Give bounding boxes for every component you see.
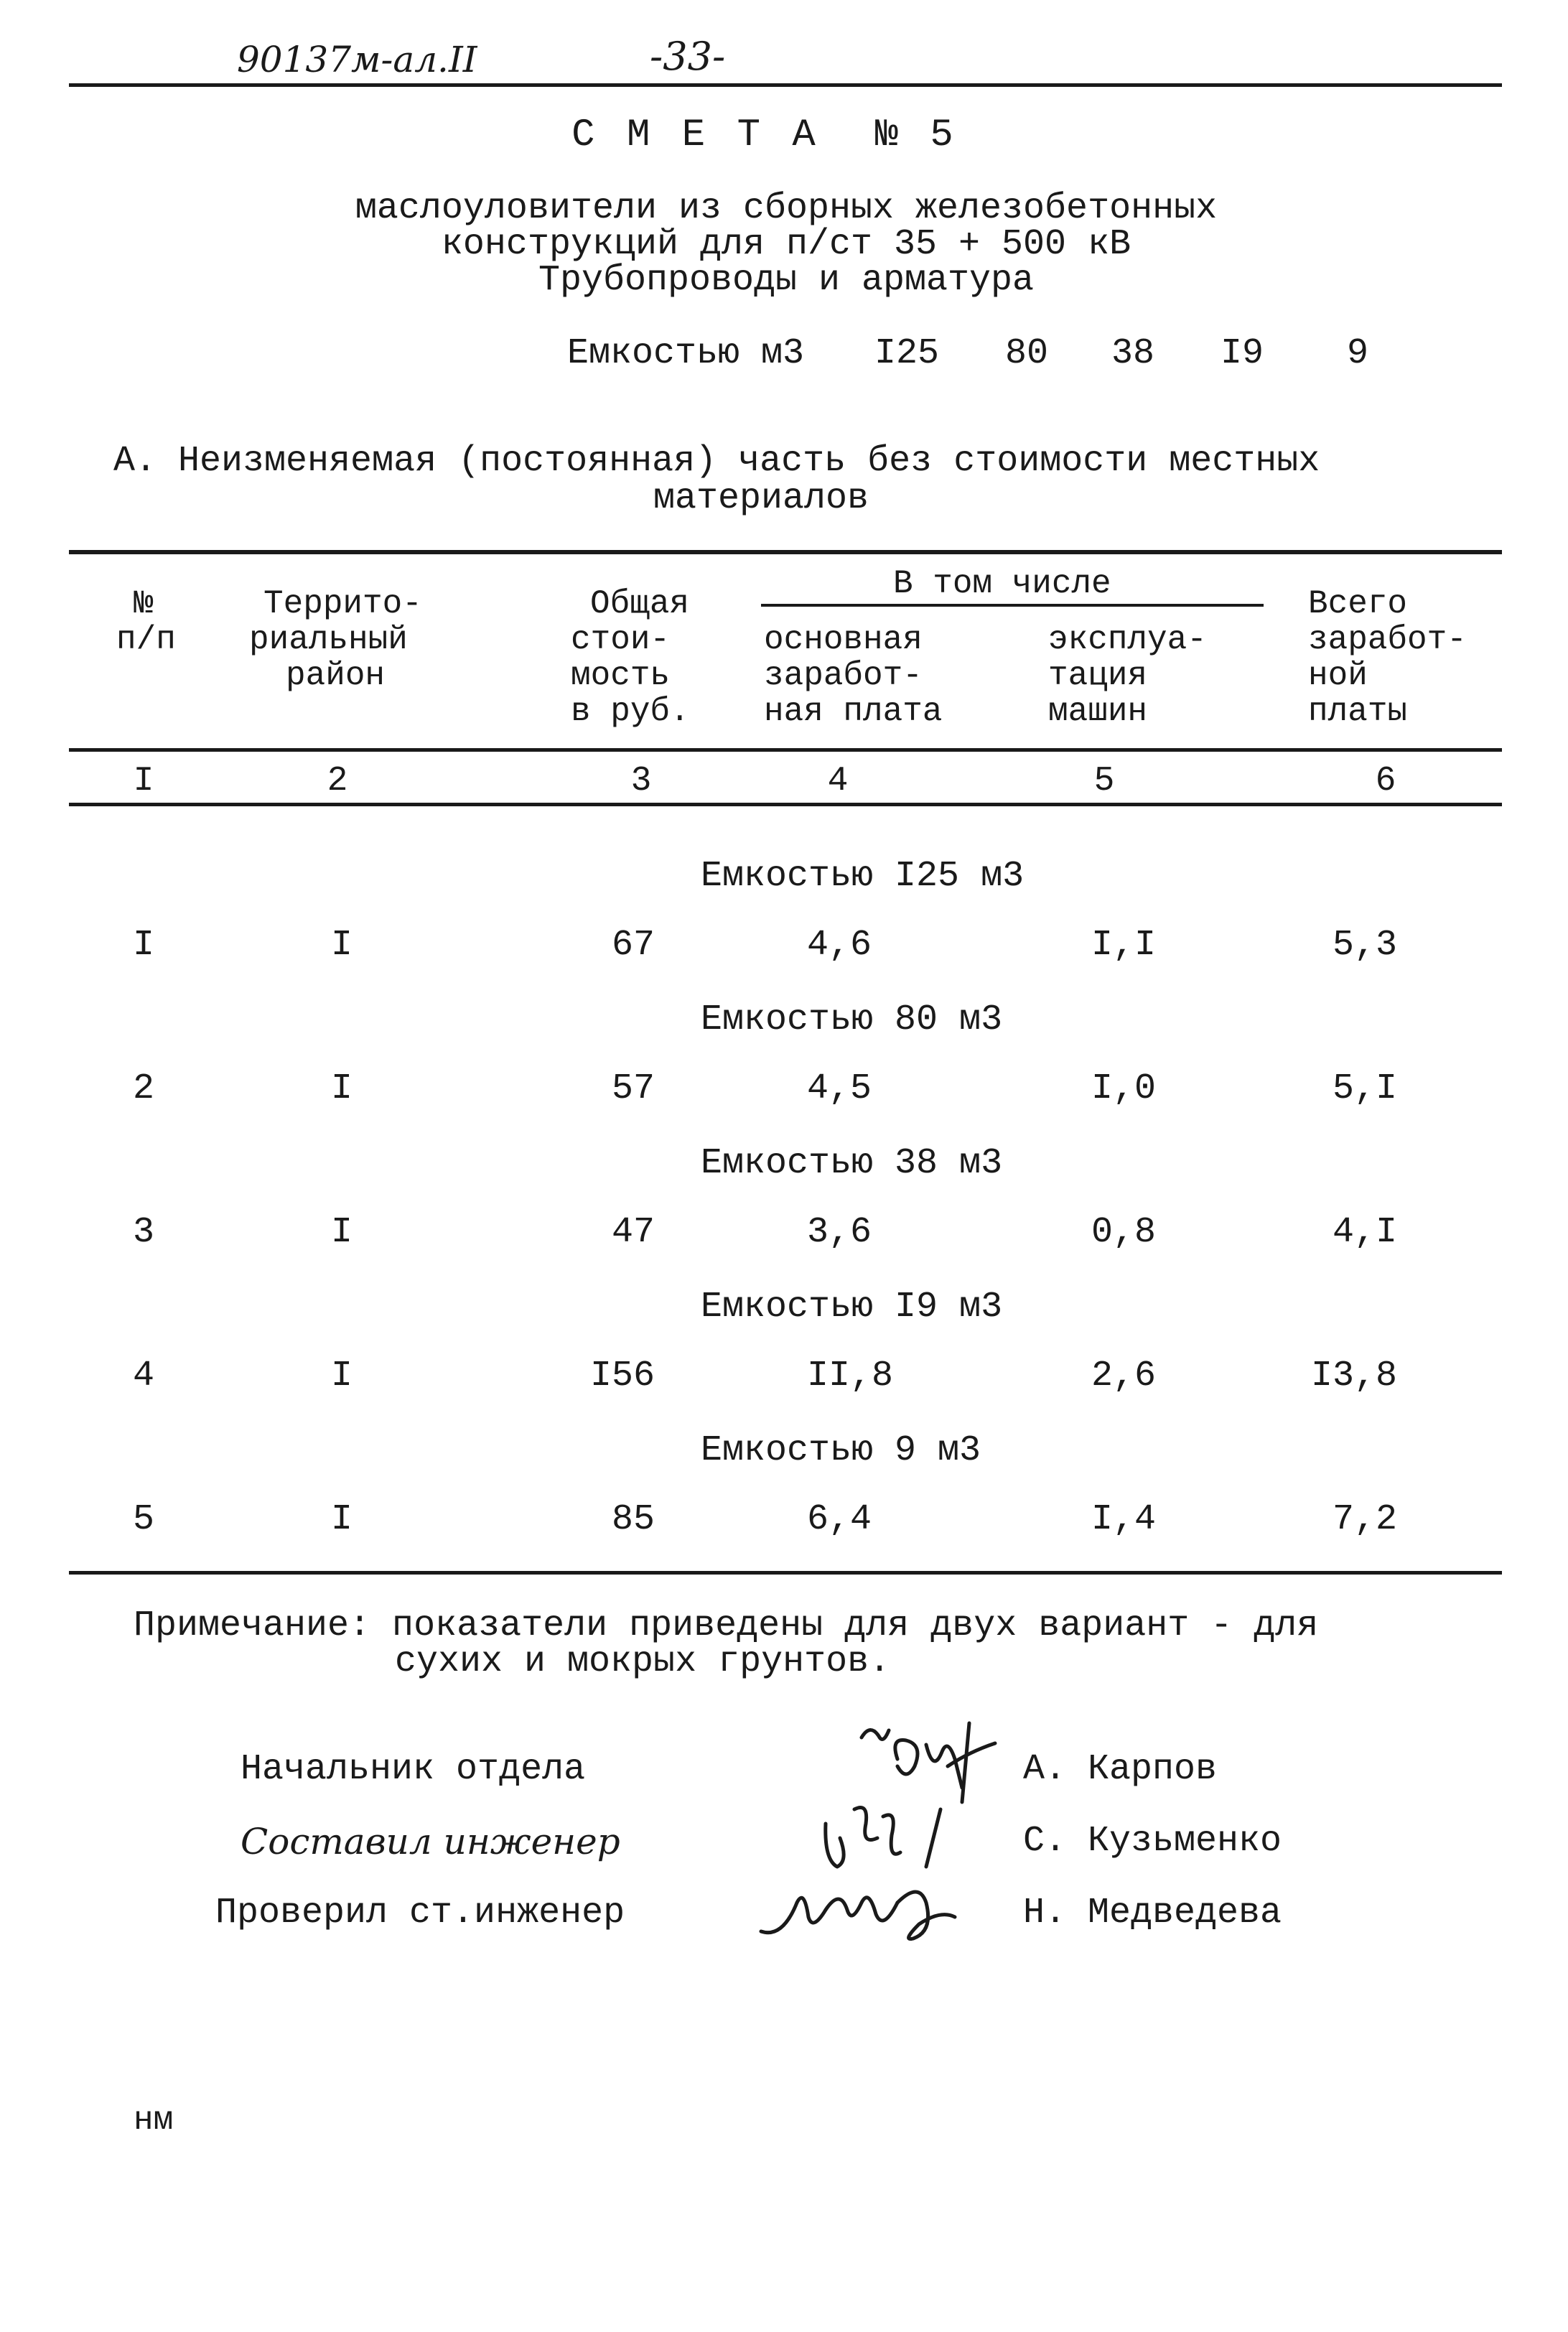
header-bottom-rule [69, 748, 1502, 752]
cell-base-wage: 3,6 [807, 1212, 872, 1253]
cell-number: I [132, 925, 155, 966]
group-caption: Емкостью 38 м3 [701, 1143, 1003, 1184]
cell-total-cost: 67 [611, 925, 655, 966]
capacity-value: 38 [1111, 333, 1155, 374]
section-title-line-1: А. Неизменяемая (постоянная) часть без стоимости местных [113, 441, 1320, 482]
cell-machine-operation: 0,8 [1091, 1212, 1157, 1253]
footer-mark: нм [134, 2102, 174, 2139]
table-bottom-rule [69, 1571, 1502, 1575]
column-number: I [133, 762, 154, 801]
column-number: 6 [1375, 762, 1396, 801]
header-col6-line: Всего [1308, 585, 1408, 622]
cell-total-wage: 4,I [1332, 1212, 1397, 1253]
capacity-value: I25 [874, 333, 940, 374]
group-caption: Емкостью I9 м3 [701, 1287, 1003, 1328]
header-col6-line: платы [1308, 693, 1408, 730]
group-header-rule [761, 604, 1264, 607]
column-number: 5 [1093, 762, 1115, 801]
cell-number: 5 [132, 1499, 155, 1540]
column-number: 3 [630, 762, 652, 801]
header-group-label: В том числе [893, 565, 1111, 602]
signature-name: А. Карпов [1023, 1749, 1218, 1790]
group-caption: Емкостью I25 м3 [701, 856, 1025, 897]
cell-total-cost: 85 [611, 1499, 655, 1540]
header-col4-line: заработ- [764, 657, 923, 694]
section-title-line-2: материалов [653, 478, 869, 519]
signature-mark-senior-engineer [754, 1874, 962, 1946]
signature-name: Н. Медведева [1023, 1893, 1282, 1934]
header-col1-line: № [134, 585, 154, 622]
header-col3-line: мость [571, 657, 671, 694]
cell-number: 2 [132, 1068, 155, 1109]
cell-region: I [330, 1499, 353, 1540]
header-col5-line: тация [1048, 657, 1148, 694]
note-line-1: Примечание: показатели приведены для двух вариант - для [134, 1605, 1319, 1646]
cell-total-wage: I3,8 [1310, 1356, 1397, 1396]
cell-total-wage: 5,3 [1332, 925, 1397, 966]
cell-number: 4 [132, 1356, 155, 1396]
cell-machine-operation: I,I [1091, 925, 1157, 966]
signature-role: Составил инженер [241, 1821, 620, 1862]
column-numbers-rule [69, 803, 1502, 806]
page-number: -33- [650, 34, 726, 79]
cell-total-cost: 57 [611, 1068, 655, 1109]
header-col6-line: заработ- [1308, 621, 1467, 658]
estimate-title: С М Е Т А № 5 [571, 113, 958, 157]
cell-total-wage: 7,2 [1332, 1499, 1397, 1540]
note-line-2: сухих и мокрых грунтов. [395, 1641, 891, 1682]
column-number: 4 [827, 762, 849, 801]
document-code: 90137м-ал.II [237, 39, 477, 80]
cell-base-wage: 6,4 [807, 1499, 872, 1540]
cell-region: I [330, 1068, 353, 1109]
cell-base-wage: 4,6 [807, 925, 872, 966]
header-col4-line: основная [764, 621, 923, 658]
header-col2-line: район [286, 657, 386, 694]
cell-machine-operation: I,4 [1091, 1499, 1157, 1540]
title-line-2: конструкций для п/ст 35 + 500 кВ [441, 224, 1131, 265]
table-top-rule [69, 550, 1502, 554]
cell-region: I [330, 1212, 353, 1253]
cell-region: I [330, 1356, 353, 1396]
header-col2-line: Террито- [263, 585, 422, 622]
title-line-1: маслоуловители из сборных железобетонных [355, 188, 1218, 229]
cell-number: 3 [132, 1212, 155, 1253]
group-caption: Емкостью 9 м3 [701, 1430, 981, 1471]
header-col1-line: п/п [116, 621, 176, 658]
group-caption: Емкостью 80 м3 [701, 999, 1003, 1040]
signature-mark-engineer [811, 1795, 969, 1874]
header-col3-line: стои- [571, 621, 671, 658]
cell-total-wage: 5,I [1332, 1068, 1397, 1109]
header-col6-line: ной [1308, 657, 1368, 694]
cell-machine-operation: I,0 [1091, 1068, 1157, 1109]
cell-base-wage: II,8 [807, 1356, 894, 1396]
capacity-label: Емкостью м3 [567, 333, 805, 374]
capacity-value: 80 [1005, 333, 1049, 374]
header-col3-line: Общая [590, 585, 690, 622]
header-col4-line: ная плата [764, 693, 943, 730]
capacity-value: I9 [1221, 333, 1264, 374]
header-col2-line: риальный [249, 621, 408, 658]
header-rule [69, 83, 1502, 87]
header-col5-line: эксплуа- [1048, 621, 1207, 658]
cell-total-cost: I56 [589, 1356, 655, 1396]
signature-name: С. Кузьменко [1023, 1821, 1282, 1862]
cell-region: I [330, 925, 353, 966]
signature-role: Начальник отдела [241, 1749, 586, 1790]
cell-total-cost: 47 [611, 1212, 655, 1253]
cell-base-wage: 4,5 [807, 1068, 872, 1109]
header-col5-line: машин [1048, 693, 1148, 730]
cell-machine-operation: 2,6 [1091, 1356, 1157, 1396]
header-col3-line: в руб. [571, 693, 690, 730]
title-line-3: Трубопроводы и арматура [538, 260, 1035, 301]
signature-role: Проверил ст.инженер [215, 1893, 625, 1934]
column-number: 2 [327, 762, 348, 801]
capacity-value: 9 [1347, 333, 1369, 374]
